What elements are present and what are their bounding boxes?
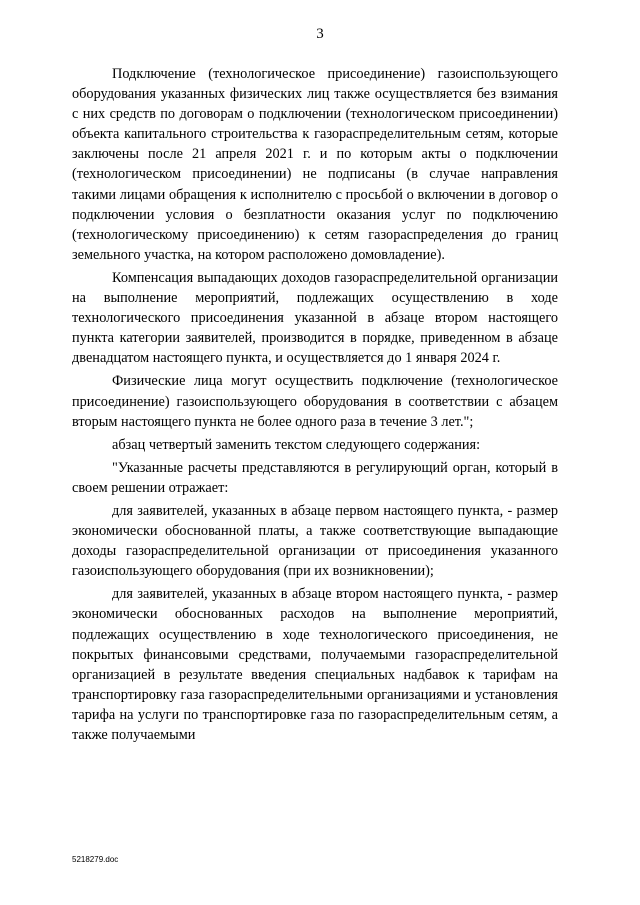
paragraph-calculations-submitted: "Указанные расчеты представляются в регулирующий орган, который в своем решении отражает: [72, 459, 558, 496]
document-body [72, 64, 558, 745]
paragraph-connection-without-fee: Подключение (технологическое присоединение) газоиспользующего оборудования указанных физических лиц также осуществляется без взимания с них средств по договорам о подключении (технологическом присоединении) объекта капитального строительства к газораспределительным сетям, которые заключены после 21 апреля 2021 г. и по которым акты о подключении (технологическом присоединении) не подписаны (в случае направления такими лицами обращения к исполнителю с просьбой о включении в договор о подключении условия о безплатности оказания услуг по подключению (технологическому присоединению) к сетям газораспределения до границ земельного участка, на котором расположено домовладение). [72, 66, 558, 263]
page-number: 3 [316, 26, 324, 42]
footer-document-code: 5218279.doc [72, 855, 119, 864]
paragraph-individuals-limit: Физические лица могут осуществить подключение (технологическое присоединение) газоиспользующего оборудования в соответствии с абзацем вторым настоящего пункта не более одного раза в течение 3 лет."; [72, 373, 558, 430]
paragraph-applicants-second: для заявителей, указанных в абзаце втором настоящего пункта, - размер экономически обоснованных расходов на выполнение мероприятий, подлежащих осуществлению в ходе технологического присоединения, не покрытых финансовыми средствами, получаемыми газораспределительной организацией в результате введения специальных надбавок к тарифам на транспортировку газа газораспределительными организациями и установления тарифа на услуги по транспортировке газа по газораспределительным сетям, а также получаемыми [72, 586, 558, 743]
paragraph-applicants-first: для заявителей, указанных в абзаце первом настоящего пункта, - размер экономически обоснованной платы, а также соответствующие выпадающие доходы газораспределительной организации от присоединения указанного газоиспользующего оборудования (при их возникновении); [72, 502, 558, 580]
paragraph-compensation: Компенсация выпадающих доходов газораспределительной организации на выполнение мероприятий, подлежащих осуществлению в ходе технологического присоединения указанной в абзаце втором настоящего пункта категории заявителей, производится в порядке, приведенном в абзаце двенадцатом настоящего пункта, и осуществляется до 1 января 2024 г. [72, 269, 558, 367]
paragraph-replace-fourth: абзац четвертый заменить текстом следующего содержания: [112, 436, 481, 453]
